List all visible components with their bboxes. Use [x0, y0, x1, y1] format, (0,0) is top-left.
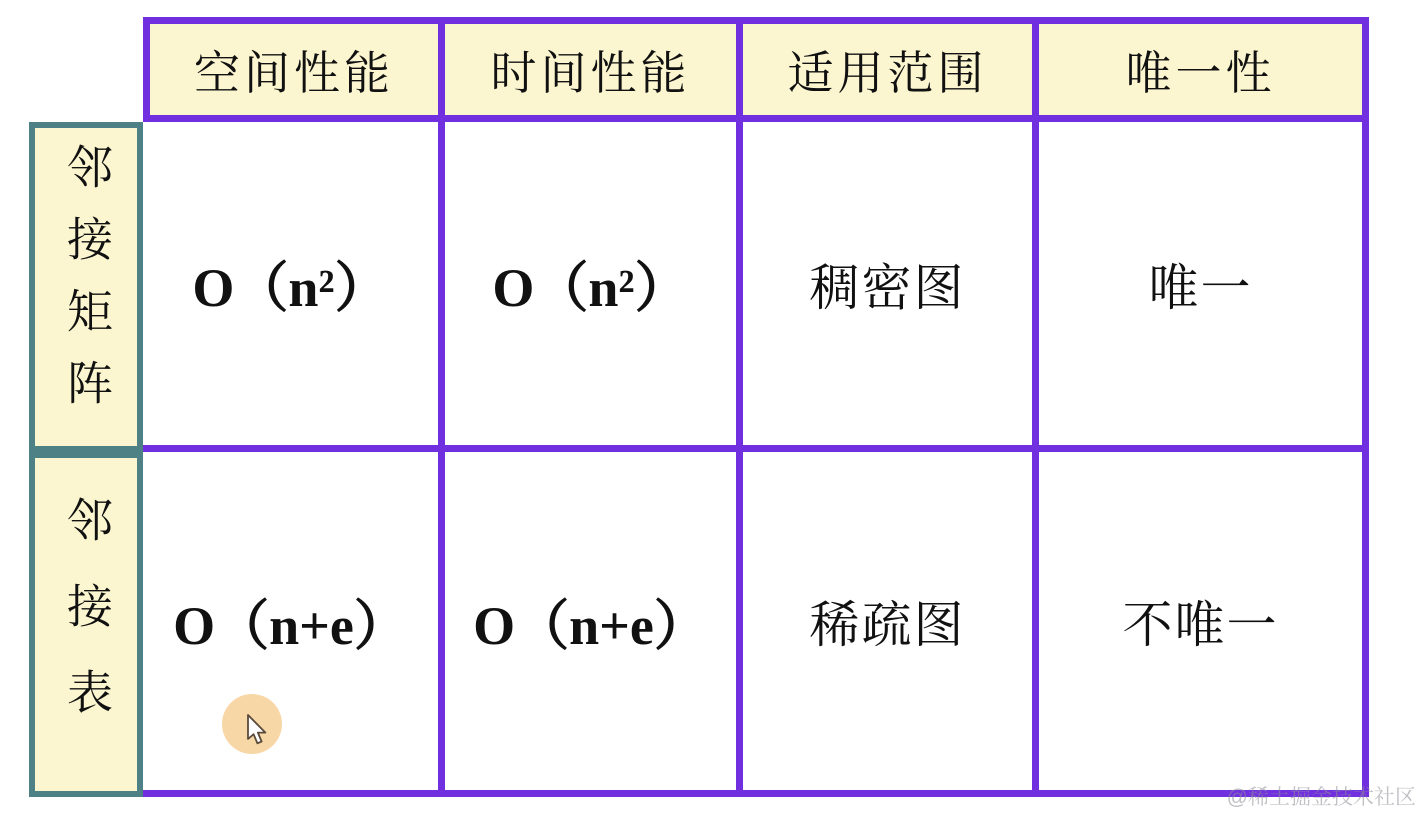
cell-matrix-space	[143, 122, 438, 445]
cell-list-range-value: 稀疏图	[809, 597, 966, 653]
row-header-adjacency-list-label: 邻接表	[61, 495, 112, 754]
row-header-adjacency-matrix	[29, 122, 143, 452]
cell-list-space	[143, 452, 438, 790]
column-header-time	[445, 24, 736, 115]
column-header-space	[143, 24, 438, 115]
column-header-time-label: 时间性能	[490, 47, 691, 99]
watermark: @稀土掘金技术社区	[1226, 786, 1416, 809]
cell-matrix-range-value: 稠密图	[809, 259, 966, 316]
cell-list-time	[445, 452, 736, 790]
cell-matrix-space-value: O（n²）	[192, 258, 389, 318]
column-header-uniqueness-label: 唯一性	[1125, 47, 1276, 99]
cell-list-uniqueness-value: 不唯一	[1122, 597, 1279, 653]
cell-matrix-uniqueness-value: 唯一	[1148, 259, 1253, 316]
cell-matrix-range	[743, 122, 1032, 445]
arrow-cursor-icon	[221, 693, 285, 757]
column-header-range-label: 适用范围	[787, 47, 988, 99]
cell-list-range	[743, 452, 1032, 790]
cell-list-time-value: O（n+e）	[473, 595, 708, 656]
cell-list-space-value: O（n+e）	[173, 595, 408, 656]
column-header-uniqueness	[1039, 24, 1362, 115]
mouse-cursor	[221, 693, 285, 757]
cell-matrix-uniqueness	[1039, 122, 1362, 445]
cell-list-uniqueness	[1039, 452, 1362, 790]
column-header-space-label: 空间性能	[194, 47, 394, 99]
column-header-range	[743, 24, 1032, 115]
comparison-table	[143, 17, 1369, 797]
cell-matrix-time-value: O（n²）	[492, 258, 689, 318]
row-header-adjacency-matrix-label: 邻接矩阵	[61, 143, 112, 431]
row-header-adjacency-list	[29, 452, 143, 797]
cell-matrix-time	[445, 122, 736, 445]
